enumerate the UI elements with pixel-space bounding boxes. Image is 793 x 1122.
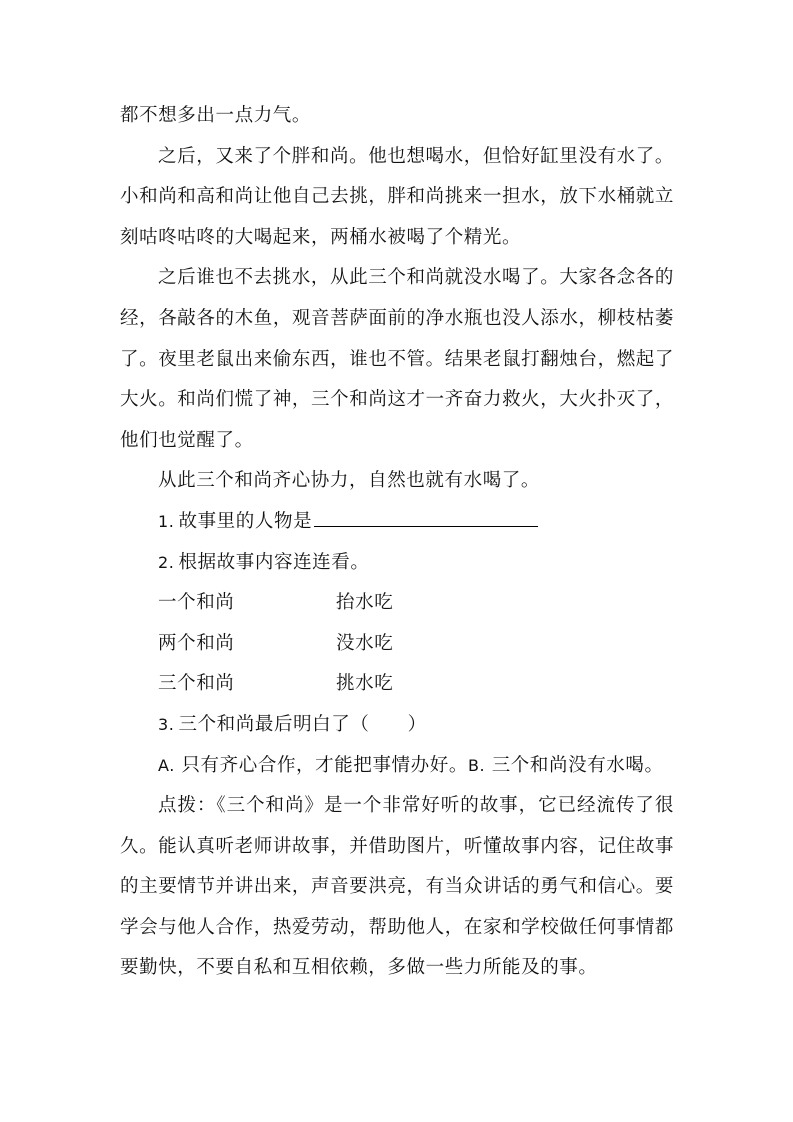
match-right-item[interactable]: 挑水吃 [336, 673, 394, 695]
question-1-text: 故事里的人物是 [178, 510, 313, 532]
option-b-letter[interactable]: B. [467, 755, 486, 775]
question-1-answer-blank[interactable] [314, 506, 538, 527]
tip-paragraph: 点拨：《三个和尚》是一个非常好听的故事，它已经流传了很久。能认真听老师讲故事，并借助图片，听懂故事内容，记住故事的主要情节并讲出来，声音要洪亮，有当众讲话的勇气和信心。要学会与他人合作，热爱劳动，帮助他人，在家和学校做任何事情都要勤快，不要自私和互相依赖，多做一些力所能及的事。 [120, 795, 674, 979]
question-3-options [120, 746, 674, 787]
question-1-number: 1. [158, 511, 175, 531]
option-a-letter[interactable]: A. [158, 755, 175, 775]
question-1 [120, 502, 674, 543]
match-left-item[interactable]: 一个和尚 [158, 592, 235, 614]
question-2-number: 2. [158, 552, 175, 572]
story-paragraph-3: 之后谁也不去挑水，从此三个和尚就没水喝了。大家各念各的经，各敲各的木鱼，观音菩萨面前的净水瓶也没人添水，柳枝枯萎了。夜里老鼠出来偷东西，谁也不管。结果老鼠打翻烛台，燃起了大火。和尚们慌了神，三个和尚这才一齐奋力救火，大火扑灭了，他们也觉醒了。 [120, 267, 674, 451]
question-3-number: 3. [158, 714, 175, 734]
match-row-1 [120, 583, 674, 624]
option-b-text[interactable]: 三个和尚没有水喝。 [491, 754, 664, 776]
story-paragraph-4: 从此三个和尚齐心协力，自然也就有水喝了。 [158, 470, 541, 492]
match-row-2 [120, 624, 674, 665]
story-paragraph-1: 都不想多出一点力气。 [120, 105, 312, 126]
question-3-text: 三个和尚最后明白了（ ） [178, 713, 427, 735]
story-paragraph-2: 之后，又来了个胖和尚。他也想喝水，但恰好缸里没有水了。小和尚和高和尚让他自己去挑，胖和尚挑来一担水，放下水桶就立刻咕咚咕咚的大喝起来，两桶水被喝了个精光。 [120, 145, 674, 248]
match-right-item[interactable]: 抬水吃 [336, 592, 394, 614]
question-2-text: 根据故事内容连连看。 [178, 551, 370, 573]
match-right-item[interactable]: 没水吃 [336, 632, 394, 654]
question-2 [120, 543, 674, 584]
match-row-3 [120, 664, 674, 705]
option-a-text[interactable]: 只有齐心合作，才能把事情办好。 [181, 754, 468, 776]
document-page [120, 96, 674, 989]
match-left-item[interactable]: 两个和尚 [158, 632, 235, 654]
question-3 [120, 705, 674, 746]
match-left-item[interactable]: 三个和尚 [158, 673, 235, 695]
